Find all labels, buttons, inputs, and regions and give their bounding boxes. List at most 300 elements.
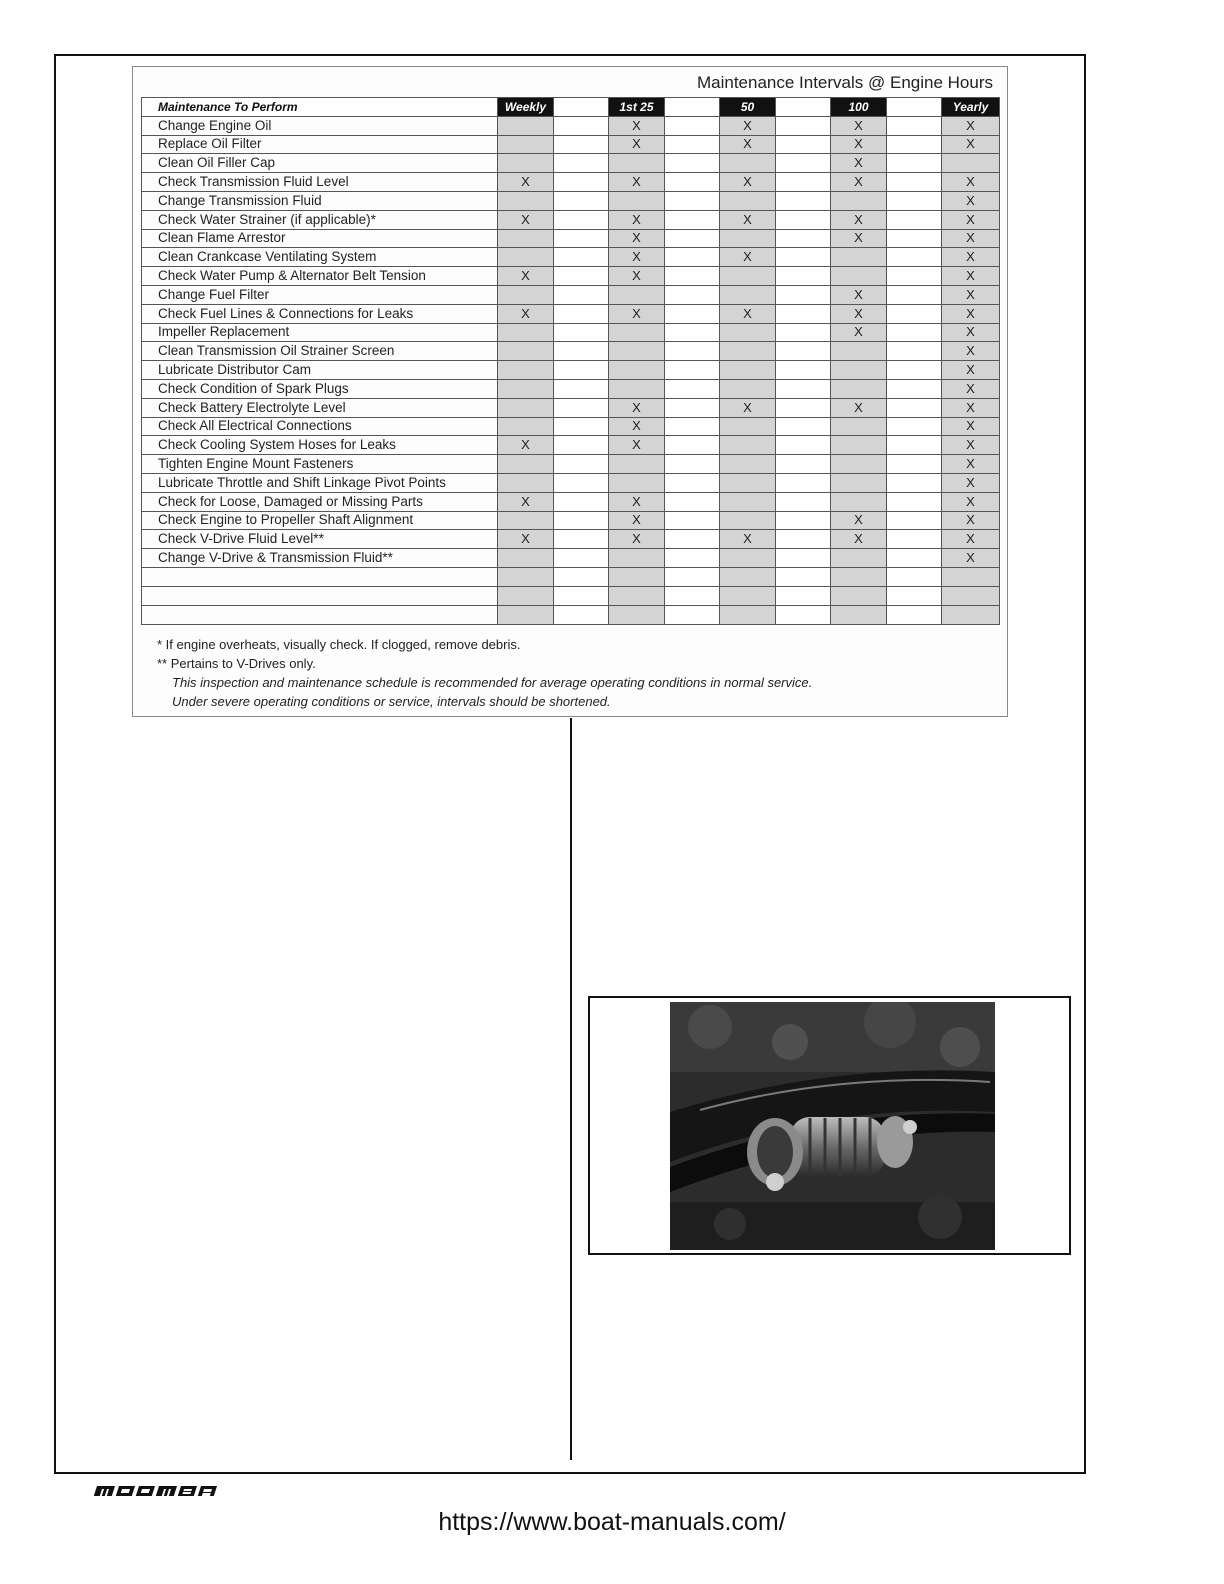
interval-cell-weekly <box>498 342 554 361</box>
interval-cell-first25: X <box>609 229 665 248</box>
gap-cell <box>554 473 609 492</box>
interval-cell-first25 <box>609 154 665 173</box>
header-task: Maintenance To Perform <box>142 98 498 117</box>
header-gap <box>665 98 720 117</box>
interval-cell-h50 <box>720 436 776 455</box>
gap-cell <box>554 229 609 248</box>
interval-cell-weekly <box>498 229 554 248</box>
interval-cell-weekly <box>498 398 554 417</box>
interval-cell-weekly <box>498 455 554 474</box>
task-cell: Lubricate Throttle and Shift Linkage Pivot Points <box>142 473 498 492</box>
gap-cell <box>887 304 942 323</box>
table-row <box>142 417 1000 436</box>
interval-cell-h100 <box>831 455 887 474</box>
gap-cell <box>887 154 942 173</box>
gap-cell <box>776 511 831 530</box>
interval-cell-yearly: X <box>942 511 1000 530</box>
task-cell: Change V-Drive & Transmission Fluid** <box>142 549 498 568</box>
table-row <box>142 549 1000 568</box>
table-row <box>142 248 1000 267</box>
interval-cell-first25: X <box>609 267 665 286</box>
interval-cell-h50 <box>720 379 776 398</box>
gap-cell <box>887 398 942 417</box>
interval-cell-first25 <box>609 323 665 342</box>
interval-cell-h50 <box>720 154 776 173</box>
interval-cell-h100: X <box>831 135 887 154</box>
note-vdrive: ** Pertains to V-Drives only. <box>157 656 316 671</box>
gap-cell <box>554 342 609 361</box>
gap-cell <box>554 210 609 229</box>
interval-cell-first25: X <box>609 173 665 192</box>
interval-cell-h100: X <box>831 304 887 323</box>
interval-cell-h100 <box>831 417 887 436</box>
interval-cell-weekly <box>498 361 554 380</box>
gap-cell <box>776 154 831 173</box>
interval-cell-h100: X <box>831 210 887 229</box>
gap-cell <box>665 342 720 361</box>
gap-cell <box>887 323 942 342</box>
interval-cell-yearly: X <box>942 210 1000 229</box>
blank-table-row <box>142 567 1000 586</box>
gap-cell <box>776 116 831 135</box>
gap-cell <box>665 248 720 267</box>
task-cell: Change Fuel Filter <box>142 285 498 304</box>
gap-cell <box>776 342 831 361</box>
gap-cell <box>776 530 831 549</box>
interval-cell-yearly: X <box>942 323 1000 342</box>
gap-cell <box>887 492 942 511</box>
table-row <box>142 379 1000 398</box>
note-severe-conditions: Under severe operating conditions or service, intervals should be shortened. <box>172 694 611 709</box>
interval-cell-yearly: X <box>942 361 1000 380</box>
task-cell: Check Water Pump & Alternator Belt Tension <box>142 267 498 286</box>
interval-cell-first25 <box>609 455 665 474</box>
interval-cell-h50 <box>720 567 776 586</box>
gap-cell <box>887 342 942 361</box>
interval-cell-yearly <box>942 586 1000 605</box>
interval-cell-yearly: X <box>942 492 1000 511</box>
table-row <box>142 492 1000 511</box>
gap-cell <box>665 173 720 192</box>
interval-cell-weekly <box>498 567 554 586</box>
gap-cell <box>554 511 609 530</box>
interval-cell-yearly: X <box>942 285 1000 304</box>
maintenance-schedule-panel <box>132 66 1008 717</box>
gap-cell <box>887 511 942 530</box>
interval-cell-first25 <box>609 379 665 398</box>
gap-cell <box>554 379 609 398</box>
interval-cell-h50 <box>720 511 776 530</box>
table-row <box>142 530 1000 549</box>
gap-cell <box>776 229 831 248</box>
table-row <box>142 473 1000 492</box>
gap-cell <box>665 191 720 210</box>
gap-cell <box>665 398 720 417</box>
interval-cell-h100: X <box>831 173 887 192</box>
gap-cell <box>776 248 831 267</box>
table-row <box>142 267 1000 286</box>
gap-cell <box>554 173 609 192</box>
interval-cell-weekly: X <box>498 210 554 229</box>
interval-cell-yearly: X <box>942 229 1000 248</box>
interval-cell-h50 <box>720 473 776 492</box>
interval-cell-weekly <box>498 473 554 492</box>
gap-cell <box>776 492 831 511</box>
interval-cell-h50 <box>720 455 776 474</box>
gap-cell <box>887 173 942 192</box>
gap-cell <box>887 530 942 549</box>
interval-cell-first25 <box>609 191 665 210</box>
gap-cell <box>665 116 720 135</box>
gap-cell <box>887 267 942 286</box>
hose-clamp-photo <box>670 1002 995 1250</box>
blank-table-row <box>142 586 1000 605</box>
interval-cell-h50: X <box>720 210 776 229</box>
table-row <box>142 398 1000 417</box>
interval-cell-h50: X <box>720 304 776 323</box>
task-cell <box>142 567 498 586</box>
table-row <box>142 304 1000 323</box>
interval-cell-first25 <box>609 586 665 605</box>
interval-cell-h50 <box>720 586 776 605</box>
gap-cell <box>776 379 831 398</box>
gap-cell <box>887 229 942 248</box>
gap-cell <box>665 229 720 248</box>
gap-cell <box>776 285 831 304</box>
interval-cell-yearly <box>942 154 1000 173</box>
gap-cell <box>776 417 831 436</box>
interval-cell-first25: X <box>609 492 665 511</box>
header-gap <box>776 98 831 117</box>
gap-cell <box>887 135 942 154</box>
interval-cell-weekly: X <box>498 492 554 511</box>
gap-cell <box>776 586 831 605</box>
gap-cell <box>554 492 609 511</box>
gap-cell <box>554 361 609 380</box>
gap-cell <box>554 398 609 417</box>
gap-cell <box>776 210 831 229</box>
moomba-logo <box>92 1483 222 1499</box>
gap-cell <box>887 473 942 492</box>
interval-cell-weekly <box>498 605 554 624</box>
interval-cell-yearly <box>942 567 1000 586</box>
task-cell: Change Engine Oil <box>142 116 498 135</box>
table-row <box>142 455 1000 474</box>
header-gap <box>554 98 609 117</box>
interval-cell-first25 <box>609 473 665 492</box>
gap-cell <box>665 455 720 474</box>
interval-cell-h100 <box>831 248 887 267</box>
interval-cell-yearly: X <box>942 304 1000 323</box>
interval-cell-yearly <box>942 605 1000 624</box>
task-cell: Clean Crankcase Ventilating System <box>142 248 498 267</box>
header-gap <box>887 98 942 117</box>
footer-url[interactable]: https://www.boat-manuals.com/ <box>438 1508 786 1536</box>
gap-cell <box>887 586 942 605</box>
task-cell: Clean Transmission Oil Strainer Screen <box>142 342 498 361</box>
table-row <box>142 116 1000 135</box>
gap-cell <box>776 304 831 323</box>
interval-cell-h100: X <box>831 229 887 248</box>
table-row <box>142 436 1000 455</box>
gap-cell <box>776 191 831 210</box>
gap-cell <box>554 191 609 210</box>
gap-cell <box>665 530 720 549</box>
interval-cell-h50 <box>720 417 776 436</box>
interval-cell-h50 <box>720 605 776 624</box>
table-row <box>142 361 1000 380</box>
gap-cell <box>887 285 942 304</box>
interval-cell-h50 <box>720 285 776 304</box>
gap-cell <box>554 586 609 605</box>
gap-cell <box>665 605 720 624</box>
header-first25: 1st 25 <box>609 98 665 117</box>
gap-cell <box>554 248 609 267</box>
task-cell: Replace Oil Filter <box>142 135 498 154</box>
photo-frame <box>588 996 1071 1255</box>
gap-cell <box>776 267 831 286</box>
interval-cell-h100 <box>831 379 887 398</box>
gap-cell <box>776 473 831 492</box>
interval-cell-h50 <box>720 323 776 342</box>
gap-cell <box>665 511 720 530</box>
interval-cell-weekly: X <box>498 267 554 286</box>
task-cell: Check Fuel Lines & Connections for Leaks <box>142 304 498 323</box>
table-row <box>142 154 1000 173</box>
header-yearly: Yearly <box>942 98 1000 117</box>
gap-cell <box>776 436 831 455</box>
interval-cell-h50 <box>720 342 776 361</box>
interval-cell-h100 <box>831 342 887 361</box>
interval-cell-yearly: X <box>942 342 1000 361</box>
interval-cell-first25: X <box>609 135 665 154</box>
gap-cell <box>665 436 720 455</box>
gap-cell <box>887 567 942 586</box>
gap-cell <box>887 248 942 267</box>
interval-cell-h100: X <box>831 511 887 530</box>
interval-cell-h50 <box>720 549 776 568</box>
interval-cell-h100: X <box>831 323 887 342</box>
interval-cell-yearly: X <box>942 549 1000 568</box>
gap-cell <box>554 567 609 586</box>
task-cell: Clean Flame Arrestor <box>142 229 498 248</box>
gap-cell <box>887 436 942 455</box>
gap-cell <box>665 473 720 492</box>
gap-cell <box>665 304 720 323</box>
interval-cell-h100 <box>831 549 887 568</box>
interval-cell-first25: X <box>609 304 665 323</box>
interval-cell-weekly <box>498 116 554 135</box>
task-cell: Check All Electrical Connections <box>142 417 498 436</box>
interval-cell-h100: X <box>831 530 887 549</box>
task-cell: Clean Oil Filler Cap <box>142 154 498 173</box>
gap-cell <box>554 530 609 549</box>
interval-cell-h100 <box>831 361 887 380</box>
gap-cell <box>887 417 942 436</box>
table-row <box>142 342 1000 361</box>
gap-cell <box>665 586 720 605</box>
gap-cell <box>554 304 609 323</box>
table-row <box>142 285 1000 304</box>
gap-cell <box>554 549 609 568</box>
interval-cell-weekly: X <box>498 436 554 455</box>
interval-cell-h100: X <box>831 285 887 304</box>
gap-cell <box>554 436 609 455</box>
interval-cell-yearly: X <box>942 436 1000 455</box>
interval-cell-weekly <box>498 379 554 398</box>
interval-cell-weekly <box>498 191 554 210</box>
interval-cell-yearly: X <box>942 267 1000 286</box>
gap-cell <box>554 417 609 436</box>
gap-cell <box>776 605 831 624</box>
header-100: 100 <box>831 98 887 117</box>
gap-cell <box>554 605 609 624</box>
interval-cell-yearly: X <box>942 191 1000 210</box>
gap-cell <box>665 154 720 173</box>
gap-cell <box>887 116 942 135</box>
interval-cell-weekly <box>498 285 554 304</box>
interval-cell-h100 <box>831 492 887 511</box>
header-weekly: Weekly <box>498 98 554 117</box>
interval-cell-h50 <box>720 191 776 210</box>
interval-cell-weekly: X <box>498 304 554 323</box>
interval-cell-weekly <box>498 135 554 154</box>
interval-cell-first25: X <box>609 210 665 229</box>
interval-cell-first25 <box>609 342 665 361</box>
interval-cell-h100 <box>831 267 887 286</box>
interval-cell-h100: X <box>831 154 887 173</box>
gap-cell <box>776 549 831 568</box>
table-notes <box>157 635 812 711</box>
table-row <box>142 191 1000 210</box>
interval-cell-h100 <box>831 605 887 624</box>
task-cell: Check Battery Electrolyte Level <box>142 398 498 417</box>
gap-cell <box>554 323 609 342</box>
gap-cell <box>776 398 831 417</box>
interval-cell-yearly: X <box>942 379 1000 398</box>
task-cell: Check Condition of Spark Plugs <box>142 379 498 398</box>
gap-cell <box>776 567 831 586</box>
gap-cell <box>776 135 831 154</box>
gap-cell <box>554 135 609 154</box>
task-cell: Lubricate Distributor Cam <box>142 361 498 380</box>
interval-cell-h50: X <box>720 530 776 549</box>
task-cell: Check Cooling System Hoses for Leaks <box>142 436 498 455</box>
interval-cell-yearly: X <box>942 135 1000 154</box>
gap-cell <box>554 267 609 286</box>
interval-cell-h100 <box>831 436 887 455</box>
table-row <box>142 323 1000 342</box>
interval-cell-first25 <box>609 285 665 304</box>
interval-cell-weekly <box>498 549 554 568</box>
gap-cell <box>665 361 720 380</box>
interval-cell-first25 <box>609 605 665 624</box>
interval-cell-h50: X <box>720 248 776 267</box>
gap-cell <box>665 492 720 511</box>
interval-cell-h50: X <box>720 173 776 192</box>
interval-cell-weekly <box>498 154 554 173</box>
interval-cell-yearly: X <box>942 455 1000 474</box>
task-cell <box>142 605 498 624</box>
interval-cell-h50 <box>720 361 776 380</box>
interval-cell-yearly: X <box>942 398 1000 417</box>
interval-cell-h100 <box>831 586 887 605</box>
column-divider <box>570 718 572 1460</box>
interval-cell-weekly: X <box>498 530 554 549</box>
interval-cell-first25: X <box>609 248 665 267</box>
task-cell: Tighten Engine Mount Fasteners <box>142 455 498 474</box>
task-cell: Check Water Strainer (if applicable)* <box>142 210 498 229</box>
interval-cell-first25: X <box>609 436 665 455</box>
note-overheat: * If engine overheats, visually check. If clogged, remove debris. <box>157 637 521 652</box>
table-row <box>142 173 1000 192</box>
maintenance-intervals-title: Maintenance Intervals @ Engine Hours <box>696 73 993 92</box>
gap-cell <box>887 210 942 229</box>
gap-cell <box>887 605 942 624</box>
gap-cell <box>776 361 831 380</box>
interval-cell-weekly: X <box>498 173 554 192</box>
task-cell: Impeller Replacement <box>142 323 498 342</box>
blank-table-row <box>142 605 1000 624</box>
gap-cell <box>776 173 831 192</box>
interval-cell-h50: X <box>720 398 776 417</box>
table-row <box>142 210 1000 229</box>
interval-cell-yearly: X <box>942 116 1000 135</box>
gap-cell <box>554 116 609 135</box>
interval-cell-first25 <box>609 361 665 380</box>
interval-cell-h50 <box>720 229 776 248</box>
task-cell: Check Transmission Fluid Level <box>142 173 498 192</box>
interval-cell-yearly: X <box>942 473 1000 492</box>
interval-cell-yearly: X <box>942 173 1000 192</box>
gap-cell <box>665 210 720 229</box>
interval-cell-h100: X <box>831 398 887 417</box>
gap-cell <box>887 361 942 380</box>
table-row <box>142 511 1000 530</box>
gap-cell <box>665 417 720 436</box>
gap-cell <box>887 191 942 210</box>
gap-cell <box>887 379 942 398</box>
gap-cell <box>776 455 831 474</box>
interval-cell-h100 <box>831 191 887 210</box>
interval-cell-weekly <box>498 511 554 530</box>
interval-cell-weekly <box>498 248 554 267</box>
interval-cell-first25: X <box>609 530 665 549</box>
gap-cell <box>887 455 942 474</box>
interval-cell-yearly: X <box>942 248 1000 267</box>
note-average-conditions: This inspection and maintenance schedule is recommended for average operating conditions in normal service. <box>172 675 813 690</box>
task-cell <box>142 586 498 605</box>
interval-cell-weekly <box>498 586 554 605</box>
gap-cell <box>554 455 609 474</box>
task-cell: Change Transmission Fluid <box>142 191 498 210</box>
interval-cell-first25: X <box>609 511 665 530</box>
gap-cell <box>554 285 609 304</box>
gap-cell <box>665 135 720 154</box>
interval-cell-first25 <box>609 567 665 586</box>
interval-cell-first25: X <box>609 398 665 417</box>
interval-cell-h100: X <box>831 116 887 135</box>
interval-cell-weekly <box>498 323 554 342</box>
maintenance-table <box>141 97 1000 625</box>
interval-cell-first25: X <box>609 417 665 436</box>
table-row <box>142 135 1000 154</box>
gap-cell <box>776 323 831 342</box>
task-cell: Check V-Drive Fluid Level** <box>142 530 498 549</box>
header-50: 50 <box>720 98 776 117</box>
interval-cell-weekly <box>498 417 554 436</box>
table-header-row <box>142 98 1000 117</box>
